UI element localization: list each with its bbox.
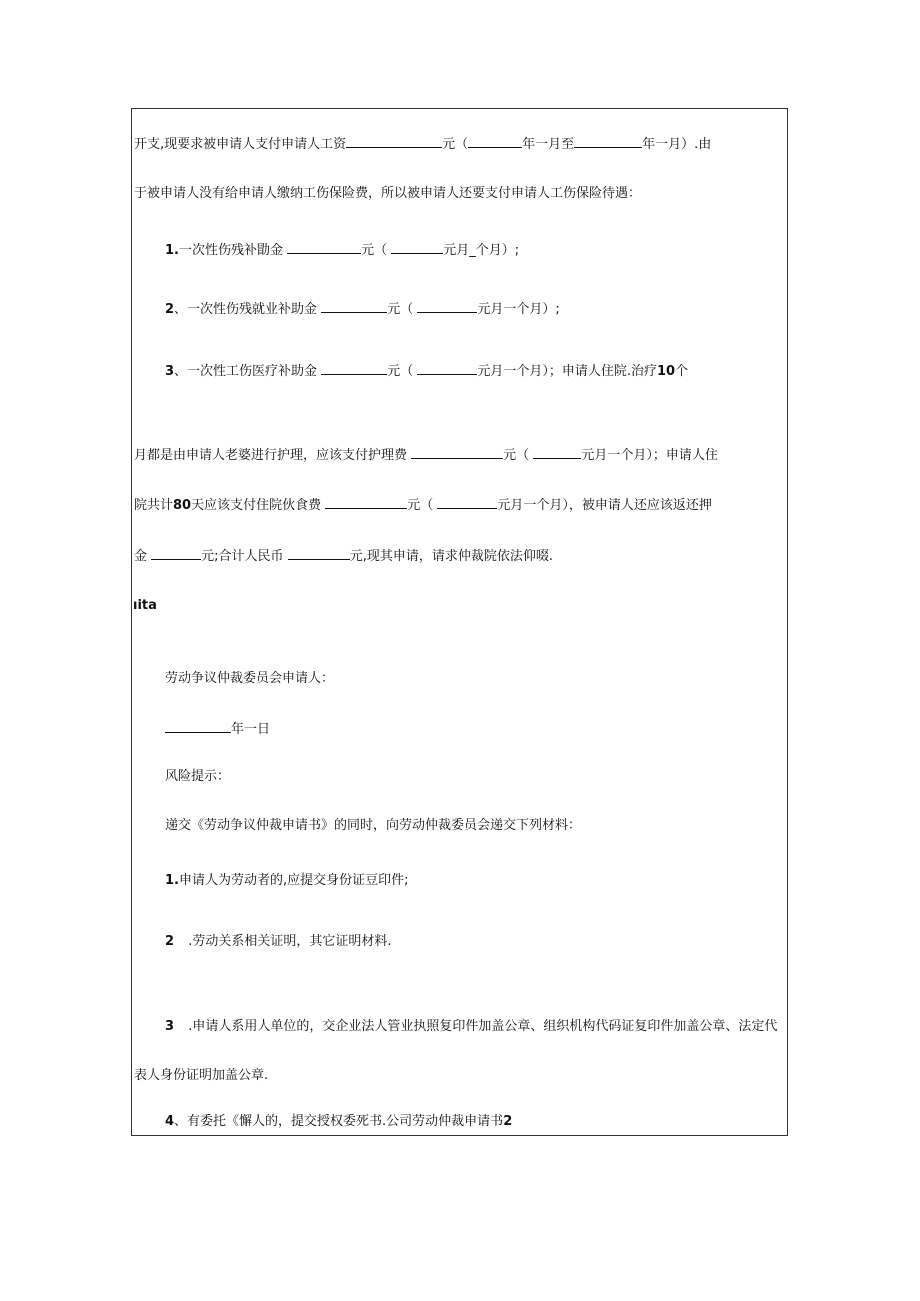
line-meal-fee (134, 497, 712, 514)
text: 年一月）.由 (642, 137, 712, 152)
text: 元（ (387, 302, 414, 317)
item-disability-subsidy (165, 242, 519, 259)
text: 80 (173, 498, 192, 513)
requirement-4 (165, 1114, 512, 1130)
blank-field[interactable] (321, 363, 387, 375)
blank-field[interactable] (437, 497, 497, 509)
line-wage-claim (134, 136, 711, 153)
item-number: 1. (165, 243, 179, 258)
text: 开支,现要求被申请人支付申请人工资 (134, 137, 347, 152)
text: 元月一个月）；申请人住 (581, 448, 718, 463)
item-number: 3 (165, 364, 175, 379)
text: 元月_个月）; (443, 243, 520, 258)
text: 申请人为劳动者的,应提交身份证豆印件; (178, 873, 409, 888)
text: 2 (503, 1114, 513, 1129)
submit-materials: 递交《劳动争议仲裁申请书》的同时，向劳动仲裁委员会递交下列材料： (165, 818, 582, 833)
risk-tip-heading: 风险提示： (165, 769, 231, 784)
text: 元（ (442, 137, 469, 152)
text: 元（ (503, 448, 530, 463)
text: 年一月至 (522, 137, 575, 152)
item-number: 1. (165, 873, 179, 888)
item-employment-subsidy (165, 301, 560, 318)
text: .劳动关系相关证明，其它证明材料. (188, 934, 392, 949)
committee-applicant: 劳动争议仲裁委员会申请人： (165, 671, 335, 686)
text: 月都是由申请人老婆进行护理，应该支付护理费 (134, 448, 408, 463)
text: 元,现其申请，请求仲裁院依法仰啜. (349, 549, 553, 564)
blank-field[interactable] (165, 721, 231, 733)
blank-field[interactable] (321, 301, 387, 313)
requirement-1 (165, 873, 409, 889)
line-total (134, 548, 553, 565)
blank-field[interactable] (346, 136, 442, 148)
text: 元;合计人民币 (201, 549, 284, 564)
item-number: 2 (165, 302, 175, 317)
blank-field[interactable] (391, 242, 443, 254)
blank-field[interactable] (533, 447, 581, 459)
text: 、有委托《懈人的，提交授权委死书.公司劳动仲裁申请书 (174, 1114, 504, 1129)
blank-field[interactable] (288, 548, 350, 560)
blank-field[interactable] (151, 548, 201, 560)
blank-field[interactable] (325, 497, 407, 509)
blank-field[interactable] (417, 363, 477, 375)
text: 元（ (407, 498, 434, 513)
item-number: 2 (165, 934, 175, 949)
text: 元月一个月）; (477, 302, 560, 317)
heading: ıita (133, 598, 157, 613)
text: 、一次性伤残就业补助金 (174, 302, 318, 317)
text: 天应该支付住院伙食费 (191, 498, 322, 513)
blank-field[interactable] (574, 136, 642, 148)
blank-field[interactable] (468, 136, 522, 148)
line-nursing-fee (134, 447, 718, 464)
text: 元月一个月）；申请人住院.治疗 (477, 364, 657, 379)
blank-field[interactable] (287, 242, 361, 254)
text: 元（ (387, 364, 414, 379)
item-medical-subsidy (165, 363, 688, 380)
text: 、一次性工伤医疗补助金 (174, 364, 318, 379)
date-line (165, 721, 270, 738)
item-number: 4 (165, 1114, 175, 1129)
line-insurance: 于被申请人没有给申请人缴纳工伤保险费，所以被申请人还要支付申请人工伤保险待遇： (134, 186, 642, 201)
text: 院共计 (134, 498, 174, 513)
requirement-3-cont: 表人身份证明加盖公章. (134, 1068, 269, 1083)
text: 个 (675, 364, 689, 379)
requirement-3 (165, 1019, 777, 1035)
text: 一次性伤残补勖金 (178, 243, 283, 258)
requirement-2 (165, 934, 391, 950)
text: 年一日 (231, 722, 271, 737)
text: 10 (657, 364, 676, 379)
text: 元月一个月），被申请人还应该返还押 (497, 498, 712, 513)
blank-field[interactable] (417, 301, 477, 313)
text: 元（ (361, 243, 388, 258)
blank-field[interactable] (411, 447, 503, 459)
item-number: 3 (165, 1019, 175, 1034)
text: 金 (134, 549, 148, 564)
text: .申请人系用人单位的，交企业法人管业执照复印件加盖公章、组织机构代码证复印件加盖公章、法定代 (188, 1019, 778, 1034)
document-frame (131, 108, 788, 1136)
